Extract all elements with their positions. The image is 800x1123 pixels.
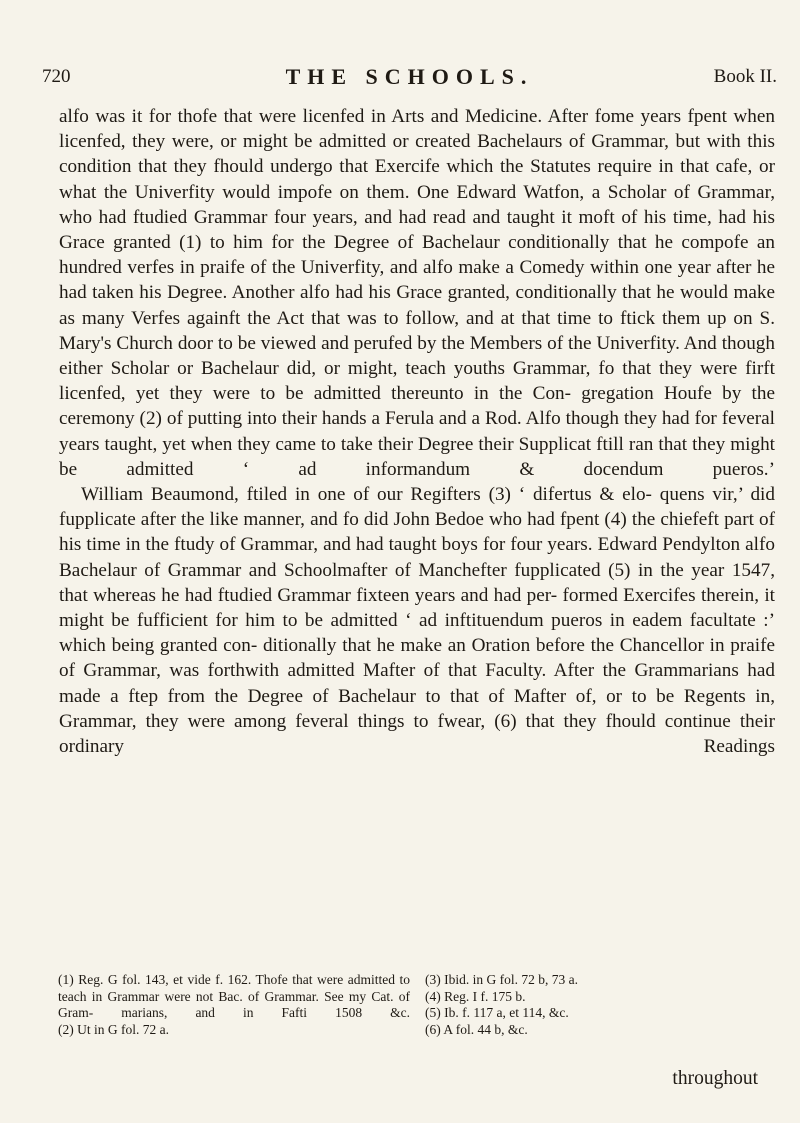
- page-number: 720: [42, 66, 71, 87]
- footnote: (4) Reg. I f. 175 b.: [425, 988, 526, 1004]
- running-title: THE SCHOOLS.: [285, 64, 534, 89]
- footnote: (1) Reg. G fol. 143, et vide f. 162. Thofe that were admitted to teach in Grammar were not Bac. of Grammar. See my Cat. of Gram- marians, and in Fafti 1508 &c.: [58, 972, 410, 1020]
- footnotes-left-column: [58, 972, 410, 1038]
- footnotes: [58, 972, 778, 1072]
- paragraph: William Beaumond, ftiled in one of our Regifters (3) ‘ difertus & elo- quens vir,’ did fupplicate after the like manner, and fo did John Bedoe who had fpent (4) the chiefeft part of his time in the ftudy of Grammar, and had taught boys for four years. Edward Pendylton alfo Bachelaur of Grammar and Schoolmafter of Manchefter fupplicated (5) in the year 1547, that whereas he had ftudied Grammar fixteen years and had per- formed Exercifes therein, it might be fufficient for him to be admitted ‘ ad inftituendum pueros in eadem facultate :’ which being granted con- ditionally that he make an Oration before the Chancellor in praife of Grammar, was forthwith admitted Mafter of that Faculty. After the Grammarians had made a ftep from the Degree of Bachelaur to that of Mafter of, or to be Regents in, Grammar, they were among feveral things to fwear, (6) that they fhould continue their ordinary Readings: [59, 484, 775, 758]
- paragraph: alfo was it for thofe that were licenfed in Arts and Medicine. After fome years fpent when licenfed, they were, or might be admitted or created Bachelaurs of Grammar, but with this condition that they fhould undergo that Exercife which the Statutes require in that cafe, or what the Univerfity would impofe on them. One Edward Watfon, a Scholar of Grammar, who had ftudied Grammar four years, and had read and taught it moft of his time, had his Grace granted (1) to him for the Degree of Bachelaur conditionally that he compofe an hundred verfes in praife of the Univerfity, and alfo make a Comedy within one year after he had taken his Degree. Another alfo had his Grace granted, conditionally that he would make as many Verfes againft the Act that was to follow, and at that time to ftick them up on S. Mary's Church door to be viewed and perufed by the Members of the Univerfity. And though either Scholar or Bachelaur did, or might, teach youths Grammar, fo that they were firft licenfed, yet they were to be admitted thereunto in the Con- gregation Houfe by the ceremony (2) of putting into their hands a Ferula and a Rod. Alfo though they had for feveral years taught, yet when they came to take their Degree their Supplicat ftill ran that they might be admitted ‘ ad informandum & docendum pueros.’: [59, 106, 775, 480]
- catchword: throughout: [672, 1068, 758, 1089]
- main-text: [59, 104, 775, 759]
- footnote: (2) Ut in G fol. 72 a.: [58, 1021, 169, 1037]
- footnotes-right-column: [425, 972, 765, 1038]
- footnote: (6) A fol. 44 b, &c.: [425, 1021, 528, 1037]
- footnote: (5) Ib. f. 117 a, et 114, &c.: [425, 1005, 569, 1020]
- footnote: (3) Ibid. in G fol. 72 b, 73 a.: [425, 972, 578, 987]
- book-label: Book II.: [713, 66, 777, 87]
- running-header: [42, 66, 777, 96]
